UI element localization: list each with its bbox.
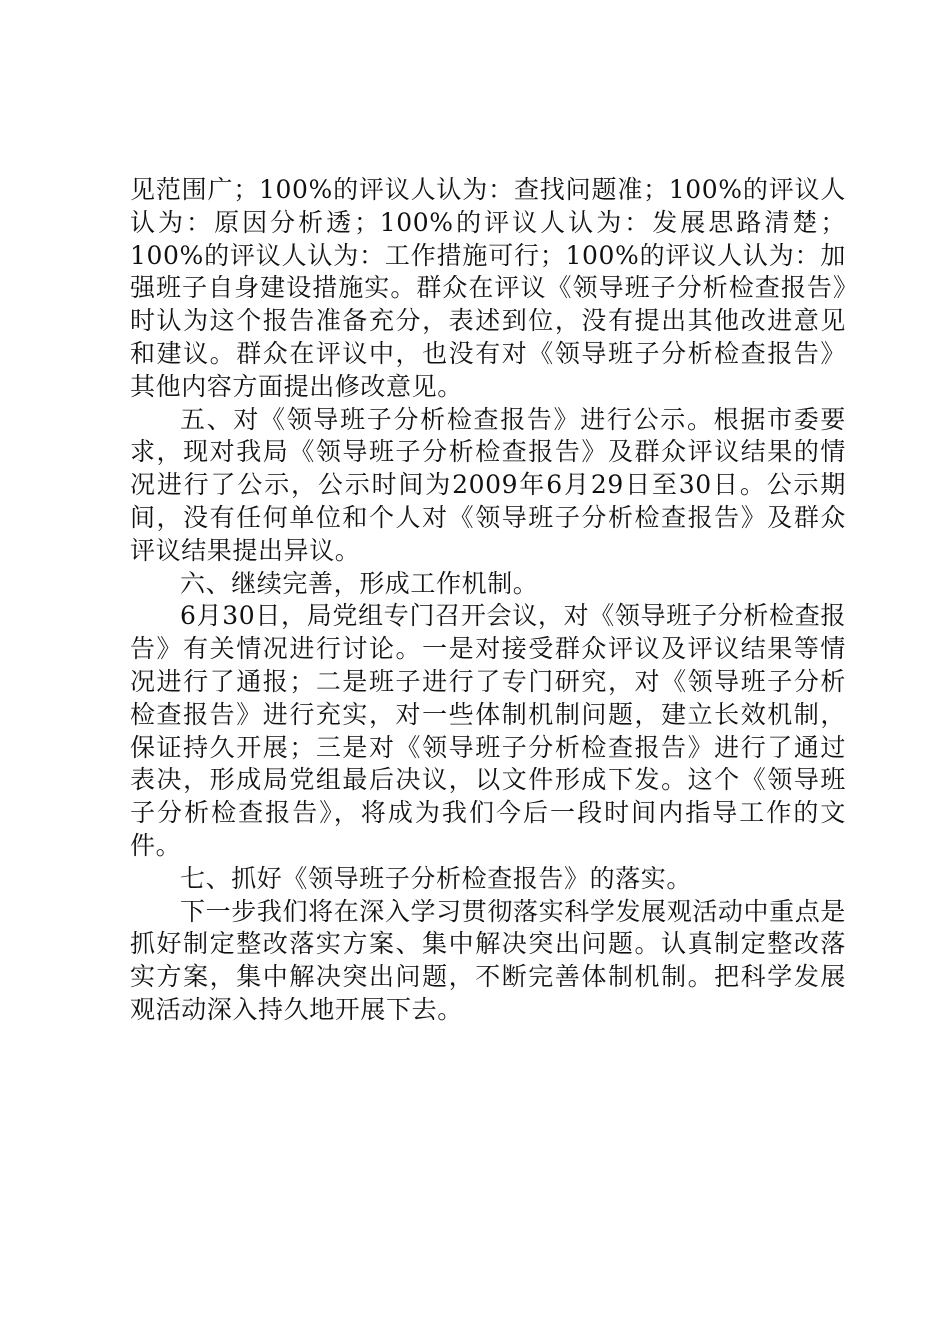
paragraph-evaluation-results: 见范围广；100%的评议人认为：查找问题准；100%的评议人认为：原因分析透；100%的评议人认为：发展思路清楚；100%的评议人认为：工作措施可行；100%的评议人认为：加强班子自身建设措施实。群众在评议《领导班子分析检查报告》时认为这个报告准备充分，表述到位，没有提出其他改进意见和建议。群众在评议中，也没有对《领导班子分析检查报告》其他内容方面提出修改意见。	[130, 175, 846, 401]
paragraph-section-seven-heading: 七、抓好《领导班子分析检查报告》的落实。	[180, 863, 693, 893]
paragraph-section-six-body: 6月30日，局党组专门召开会议，对《领导班子分析检查报告》有关情况进行讨论。一是对接受群众评议及评议结果等情况进行了通报；二是班子进行了专门研究，对《领导班子分析检查报告》进行充实，对一些体制机制问题，建立长效机制，保证持久开展；三是对《领导班子分析检查报告》进行了通过表决，形成局党组最后决议，以文件形成下发。这个《领导班子分析检查报告》，将成为我们今后一段时间内指导工作的文件。	[130, 601, 846, 860]
document-body	[130, 174, 846, 1027]
paragraph-section-seven-body: 下一步我们将在深入学习贯彻落实科学发展观活动中重点是抓好制定整改落实方案、集中解决突出问题。认真制定整改落实方案，集中解决突出问题，不断完善体制机制。把科学发展观活动深入持久地开展下去。	[130, 896, 846, 1024]
paragraph-section-five-publicity: 五、对《领导班子分析检查报告》进行公示。根据市委要求，现对我局《领导班子分析检查报告》及群众评议结果的情况进行了公示，公示时间为2009年6月29日至30日。公示期间，没有任何单位和个人对《领导班子分析检查报告》及群众评议结果提出异议。	[130, 404, 846, 565]
paragraph-section-six-heading: 六、继续完善，形成工作机制。	[180, 568, 539, 598]
